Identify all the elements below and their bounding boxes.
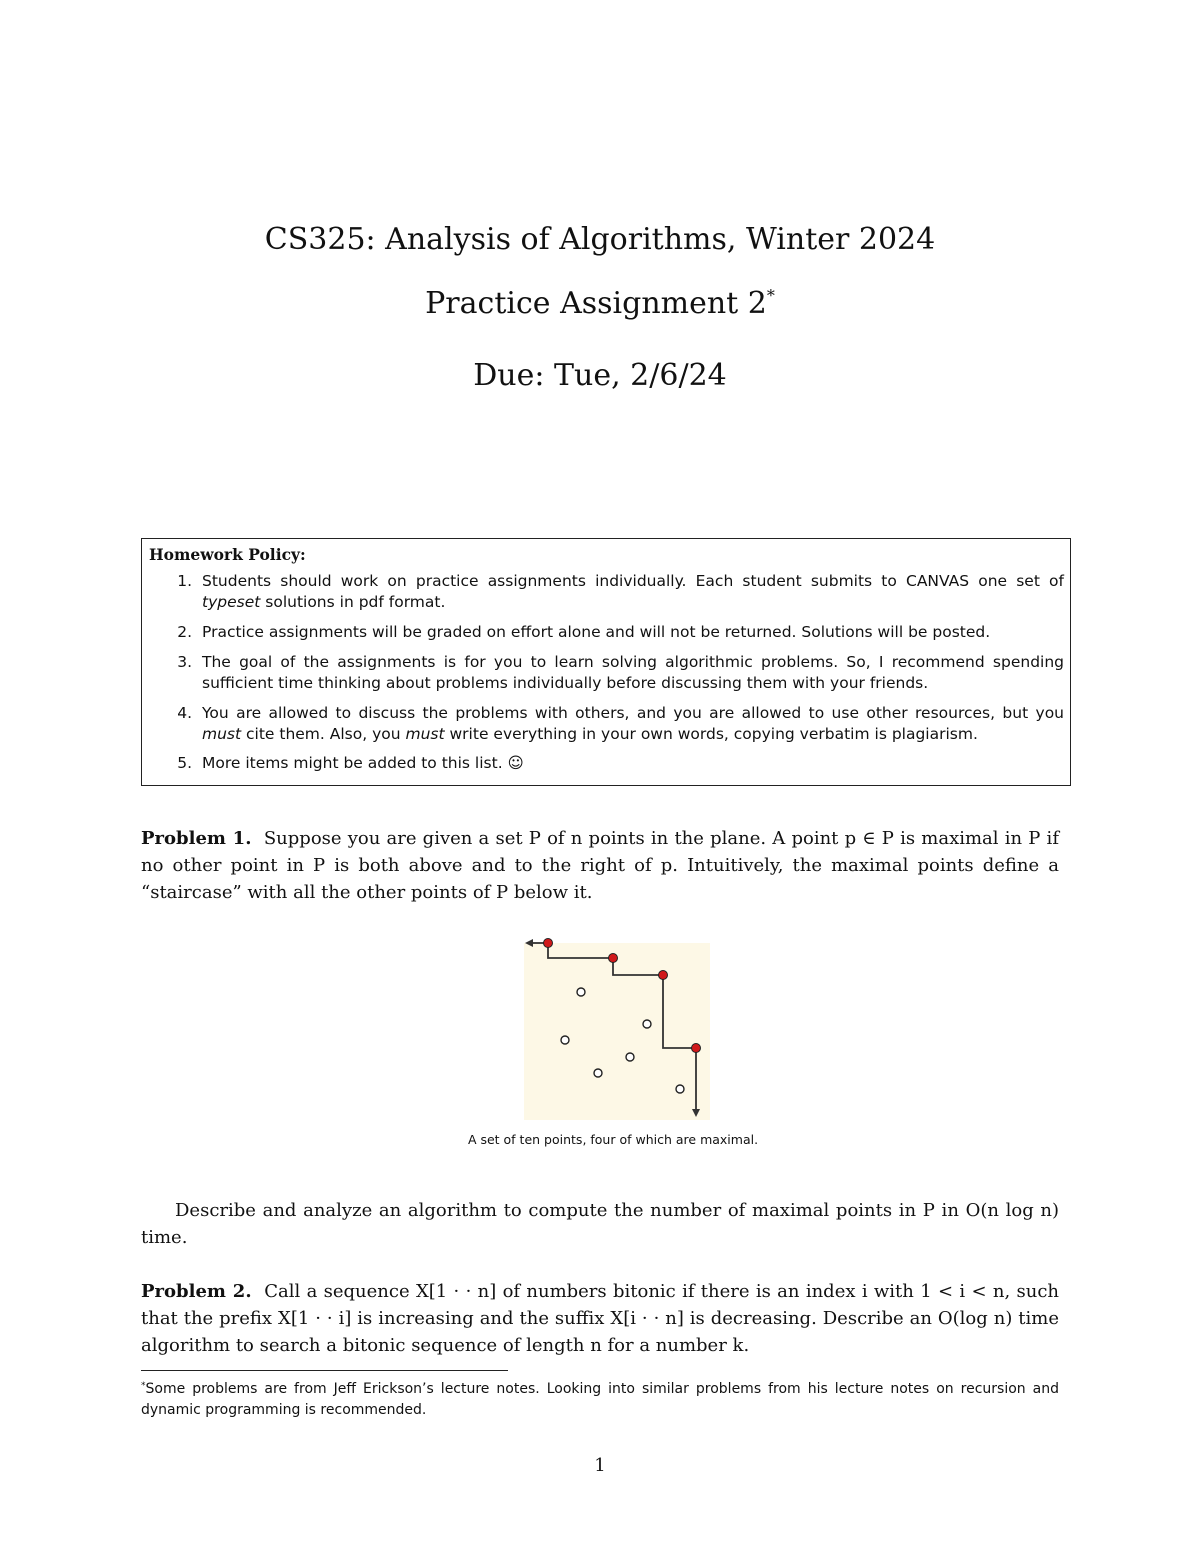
course-title: CS325: Analysis of Algorithms, Winter 2024	[264, 222, 936, 257]
policy-text-part: write everything in your own words, copying verbatim is plagiarism.	[444, 725, 978, 743]
policy-item-number: 4.	[177, 704, 192, 722]
maximal-points-figure	[520, 935, 710, 1120]
assignment-title	[0, 286, 1200, 321]
figure-background	[524, 943, 710, 1120]
homework-policy-box	[141, 538, 1071, 786]
maximal-point	[692, 1044, 701, 1053]
footnote-rule	[141, 1370, 508, 1371]
footnote-mark: *	[141, 1381, 146, 1391]
policy-item-text: More items might be added to this list. ☺	[202, 754, 524, 772]
policy-item-number: 5.	[177, 754, 192, 772]
policy-item-text	[202, 571, 1064, 613]
policy-title: Homework Policy:	[149, 545, 306, 564]
non-maximal-point	[626, 1053, 634, 1061]
non-maximal-point	[676, 1085, 684, 1093]
assignment-title-text: Practice Assignment 2	[425, 286, 767, 321]
maximal-point	[659, 971, 668, 980]
problem-1-label: Problem 1.	[141, 828, 252, 849]
non-maximal-point	[577, 988, 585, 996]
problem-1-question: Describe and analyze an algorithm to compute the number of maximal points in P in O(n log n) time.	[141, 1200, 1059, 1248]
policy-item-text: The goal of the assignments is for you to learn solving algorithmic problems. So, I recommend spending sufficient time thinking about problems individually before discussing them with your friends.	[202, 653, 1064, 692]
policy-text-part: You are allowed to discuss the problems with others, and you are allowed to use other resources, but you	[202, 704, 1064, 722]
policy-emphasis: must	[202, 725, 242, 743]
problem-2-label: Problem 2.	[141, 1281, 252, 1302]
footnote-ref[interactable]: *	[766, 286, 775, 305]
due-date: Due: Tue, 2/6/24	[473, 358, 727, 393]
policy-emphasis: must	[405, 725, 445, 743]
policy-item-number: 3.	[177, 653, 192, 671]
policy-text-part: solutions in pdf format.	[260, 593, 446, 611]
policy-item-number: 2.	[177, 623, 192, 641]
non-maximal-point	[594, 1069, 602, 1077]
problem-1-text: Suppose you are given a set P of n points in the plane. A point p ∈ P is maximal in P if no other point in P is both above and to the right of p. Intuitively, the maximal points define a “staircase” with all the other points of P below it.	[141, 828, 1059, 903]
policy-item-2	[166, 622, 1064, 643]
policy-item-text	[202, 703, 1064, 745]
policy-item-5	[166, 753, 1064, 774]
footnote-text: Some problems are from Jeff Erickson’s lecture notes. Looking into similar problems from his lecture notes on recursion and dynamic programming is recommended.	[141, 1381, 1059, 1418]
figure-caption: A set of ten points, four of which are maximal.	[467, 1132, 759, 1147]
maximal-point	[609, 954, 618, 963]
footnote	[141, 1376, 1059, 1421]
policy-emphasis: typeset	[202, 593, 261, 611]
problem-2-statement	[141, 1278, 1059, 1359]
policy-item-3	[166, 652, 1064, 694]
non-maximal-point	[643, 1020, 651, 1028]
problem-1-statement	[141, 825, 1059, 906]
policy-item-number: 1.	[177, 572, 192, 590]
problem-2-text: Call a sequence X[1 · · n] of numbers bitonic if there is an index i with 1 < i < n, such that the prefix X[1 · · i] is increasing and the suffix X[i · · n] is decreasing. Describe an O(log n) time algorithm to search a bitonic sequence of length n for a number k.	[141, 1281, 1059, 1356]
policy-item-text: Practice assignments will be graded on effort alone and will not be returned. Solutions will be posted.	[202, 623, 991, 641]
policy-item-4	[166, 703, 1064, 745]
page-number: 1	[594, 1455, 606, 1476]
policy-text-part: Students should work on practice assignments individually. Each student submits to CANVAS one set of	[202, 572, 1064, 590]
policy-text-part: cite them. Also, you	[241, 725, 406, 743]
policy-item-1	[166, 571, 1064, 613]
non-maximal-point	[561, 1036, 569, 1044]
maximal-point	[544, 939, 553, 948]
